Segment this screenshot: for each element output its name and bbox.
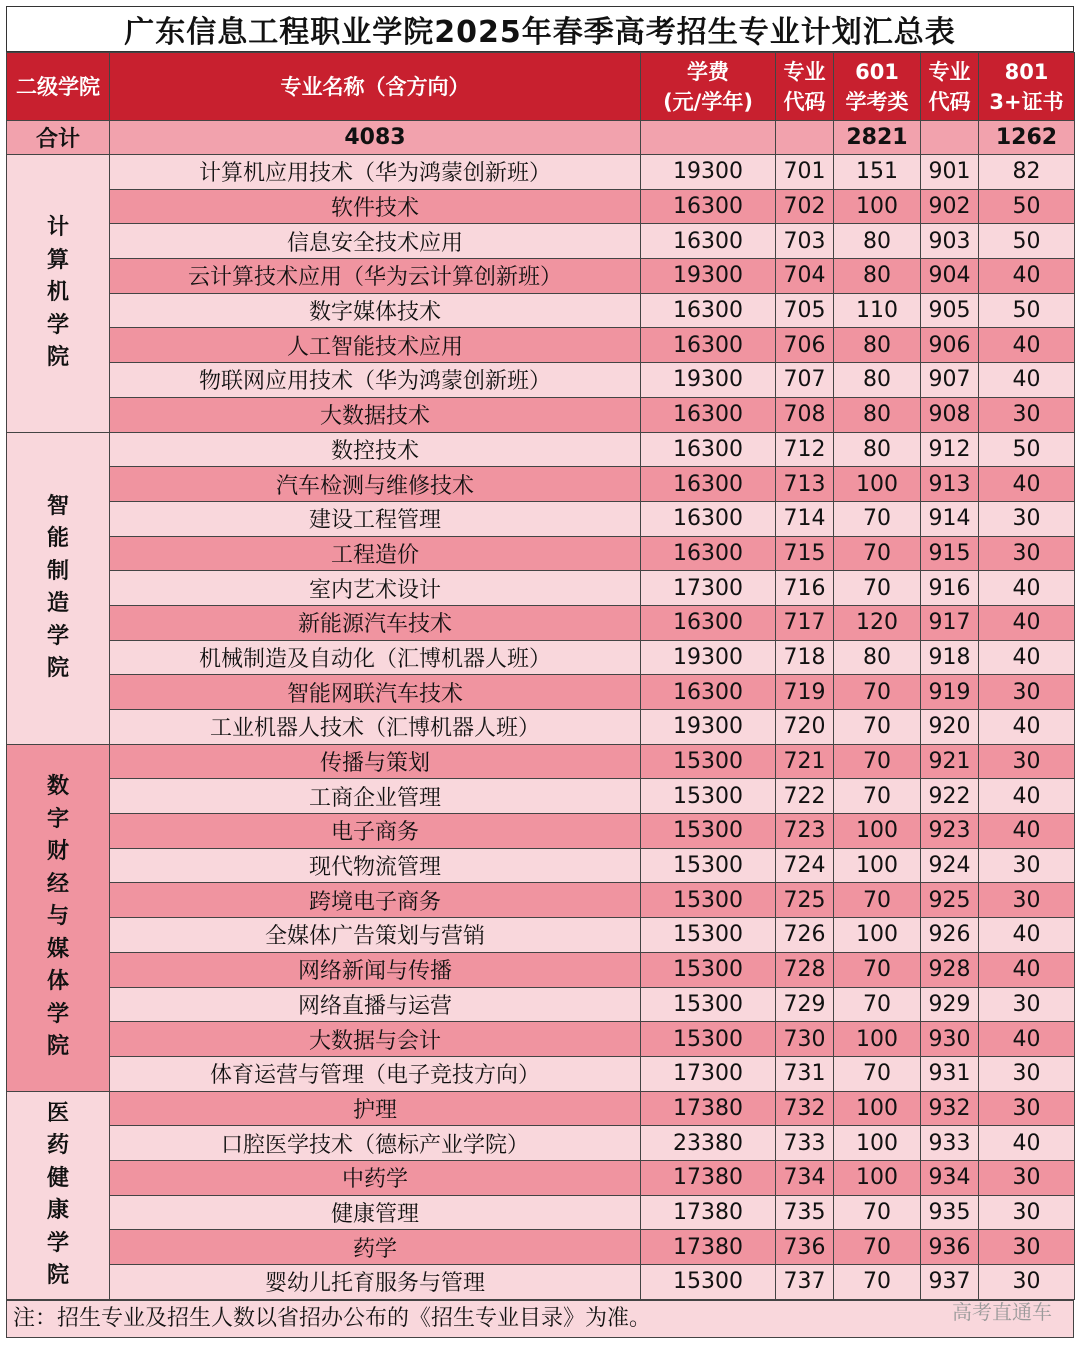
major-code-801: 914	[921, 501, 979, 536]
tuition-fee: 16300	[641, 328, 776, 363]
header-category-801: 801 3+证书	[979, 53, 1075, 121]
major-code-601: 730	[776, 1022, 834, 1057]
quota-801: 30	[979, 397, 1075, 432]
total-sum-801: 1262	[979, 121, 1075, 155]
tuition-fee: 16300	[641, 536, 776, 571]
major-code-601: 717	[776, 605, 834, 640]
tuition-fee: 16300	[641, 189, 776, 224]
quota-601: 70	[834, 536, 921, 571]
quota-601: 80	[834, 259, 921, 294]
quota-801: 30	[979, 675, 1075, 710]
major-code-601: 716	[776, 571, 834, 606]
major-code-601: 714	[776, 501, 834, 536]
footnote: 注：招生专业及招生人数以省招办公布的《招生专业目录》为准。	[6, 1300, 1074, 1338]
tuition-fee: 15300	[641, 814, 776, 849]
quota-601: 70	[834, 883, 921, 918]
major-code-601: 736	[776, 1230, 834, 1265]
major-name: 智能网联汽车技术	[110, 675, 641, 710]
major-code-601: 737	[776, 1265, 834, 1300]
quota-601: 80	[834, 432, 921, 467]
major-name: 软件技术	[110, 189, 641, 224]
table-row	[7, 605, 1075, 640]
major-name: 网络新闻与传播	[110, 952, 641, 987]
header-code-801: 专业 代码	[921, 53, 979, 121]
quota-601: 100	[834, 814, 921, 849]
major-name: 信息安全技术应用	[110, 224, 641, 259]
quota-801: 40	[979, 814, 1075, 849]
quota-601: 100	[834, 1126, 921, 1161]
tuition-fee: 16300	[641, 432, 776, 467]
header-major: 专业名称（含方向）	[110, 53, 641, 121]
quota-801: 30	[979, 1230, 1075, 1265]
quota-801: 30	[979, 1195, 1075, 1230]
major-code-601: 729	[776, 987, 834, 1022]
major-code-801: 915	[921, 536, 979, 571]
tuition-fee: 17380	[641, 1160, 776, 1195]
quota-801: 40	[979, 710, 1075, 745]
table-row	[7, 1056, 1075, 1091]
quota-601: 80	[834, 640, 921, 675]
quota-801: 50	[979, 189, 1075, 224]
quota-601: 120	[834, 605, 921, 640]
quota-801: 40	[979, 640, 1075, 675]
major-code-801: 921	[921, 744, 979, 779]
tuition-fee: 15300	[641, 952, 776, 987]
major-code-601: 733	[776, 1126, 834, 1161]
header-category-601: 601 学考类	[834, 53, 921, 121]
major-code-601: 708	[776, 397, 834, 432]
quota-601: 80	[834, 397, 921, 432]
table-row	[7, 1126, 1075, 1161]
table-row	[7, 1265, 1075, 1300]
quota-601: 100	[834, 1091, 921, 1126]
quota-801: 30	[979, 536, 1075, 571]
major-code-801: 924	[921, 848, 979, 883]
major-code-801: 904	[921, 259, 979, 294]
major-code-801: 917	[921, 605, 979, 640]
major-name: 护理	[110, 1091, 641, 1126]
major-name: 建设工程管理	[110, 501, 641, 536]
major-code-801: 906	[921, 328, 979, 363]
major-name: 电子商务	[110, 814, 641, 849]
table-row	[7, 1022, 1075, 1057]
table-row	[7, 536, 1075, 571]
tuition-fee: 16300	[641, 293, 776, 328]
major-code-801: 918	[921, 640, 979, 675]
major-code-801: 919	[921, 675, 979, 710]
college-name: 医 药 健 康 学 院	[7, 1091, 110, 1299]
header-college: 二级学院	[7, 53, 110, 121]
table-row	[7, 501, 1075, 536]
major-code-801: 933	[921, 1126, 979, 1161]
major-code-601: 703	[776, 224, 834, 259]
major-name: 工程造价	[110, 536, 641, 571]
table-row	[7, 363, 1075, 398]
major-code-801: 937	[921, 1265, 979, 1300]
header-fee: 学费 (元/学年)	[641, 53, 776, 121]
tuition-fee: 23380	[641, 1126, 776, 1161]
major-name: 物联网应用技术（华为鸿蒙创新班）	[110, 363, 641, 398]
tuition-fee: 16300	[641, 605, 776, 640]
tuition-fee: 17380	[641, 1195, 776, 1230]
page-title: 广东信息工程职业学院2025年春季高考招生专业计划汇总表	[6, 6, 1074, 52]
quota-601: 70	[834, 1265, 921, 1300]
table-row	[7, 1195, 1075, 1230]
quota-801: 30	[979, 1091, 1075, 1126]
table-row	[7, 1230, 1075, 1265]
major-code-601: 724	[776, 848, 834, 883]
major-name: 计算机应用技术（华为鸿蒙创新班）	[110, 155, 641, 190]
tuition-fee: 15300	[641, 779, 776, 814]
total-code601-empty	[776, 121, 834, 155]
quota-601: 151	[834, 155, 921, 190]
quota-601: 80	[834, 328, 921, 363]
quota-801: 30	[979, 848, 1075, 883]
quota-801: 40	[979, 571, 1075, 606]
table-row	[7, 155, 1075, 190]
major-code-801: 936	[921, 1230, 979, 1265]
quota-801: 30	[979, 744, 1075, 779]
major-code-801: 928	[921, 952, 979, 987]
major-name: 机械制造及自动化（汇博机器人班）	[110, 640, 641, 675]
major-code-601: 712	[776, 432, 834, 467]
tuition-fee: 16300	[641, 675, 776, 710]
major-name: 现代物流管理	[110, 848, 641, 883]
major-name: 网络直播与运营	[110, 987, 641, 1022]
quota-801: 40	[979, 779, 1075, 814]
major-code-601: 705	[776, 293, 834, 328]
quota-601: 70	[834, 952, 921, 987]
quota-801: 50	[979, 432, 1075, 467]
major-code-801: 923	[921, 814, 979, 849]
college-name: 数 字 财 经 与 媒 体 学 院	[7, 744, 110, 1091]
quota-801: 40	[979, 1126, 1075, 1161]
total-sum-601: 2821	[834, 121, 921, 155]
major-name: 工业机器人技术（汇博机器人班）	[110, 710, 641, 745]
quota-801: 40	[979, 328, 1075, 363]
quota-601: 110	[834, 293, 921, 328]
total-fee-empty	[641, 121, 776, 155]
tuition-fee: 19300	[641, 640, 776, 675]
total-code801-empty	[921, 121, 979, 155]
table-row	[7, 1160, 1075, 1195]
table-row	[7, 744, 1075, 779]
quota-801: 40	[979, 918, 1075, 953]
tuition-fee: 17380	[641, 1230, 776, 1265]
quota-601: 70	[834, 710, 921, 745]
table-row	[7, 432, 1075, 467]
quota-801: 40	[979, 363, 1075, 398]
tuition-fee: 15300	[641, 1265, 776, 1300]
watermark: 高考直通车	[952, 1300, 1052, 1324]
quota-601: 100	[834, 1160, 921, 1195]
table-row	[7, 189, 1075, 224]
quota-601: 70	[834, 779, 921, 814]
quota-801: 30	[979, 883, 1075, 918]
major-name: 大数据技术	[110, 397, 641, 432]
major-name: 传播与策划	[110, 744, 641, 779]
table-row	[7, 571, 1075, 606]
table-row	[7, 675, 1075, 710]
quota-601: 70	[834, 675, 921, 710]
major-code-801: 913	[921, 467, 979, 502]
header-row	[7, 53, 1075, 121]
tuition-fee: 19300	[641, 363, 776, 398]
major-code-601: 701	[776, 155, 834, 190]
quota-801: 30	[979, 987, 1075, 1022]
tuition-fee: 19300	[641, 259, 776, 294]
quota-801: 30	[979, 1056, 1075, 1091]
tuition-fee: 15300	[641, 918, 776, 953]
major-code-801: 922	[921, 779, 979, 814]
major-code-601: 725	[776, 883, 834, 918]
quota-801: 40	[979, 952, 1075, 987]
table-row	[7, 814, 1075, 849]
tuition-fee: 19300	[641, 155, 776, 190]
major-code-801: 926	[921, 918, 979, 953]
tuition-fee: 16300	[641, 501, 776, 536]
quota-801: 40	[979, 605, 1075, 640]
quota-601: 70	[834, 987, 921, 1022]
table-row	[7, 467, 1075, 502]
tuition-fee: 17380	[641, 1091, 776, 1126]
major-name: 数字媒体技术	[110, 293, 641, 328]
enrollment-plan-table	[6, 52, 1075, 1300]
table-row	[7, 848, 1075, 883]
major-name: 大数据与会计	[110, 1022, 641, 1057]
quota-601: 100	[834, 918, 921, 953]
major-code-601: 734	[776, 1160, 834, 1195]
table-row	[7, 397, 1075, 432]
table-row	[7, 779, 1075, 814]
quota-601: 100	[834, 848, 921, 883]
major-name: 体育运营与管理（电子竞技方向）	[110, 1056, 641, 1091]
major-code-801: 912	[921, 432, 979, 467]
major-name: 云计算技术应用（华为云计算创新班）	[110, 259, 641, 294]
tuition-fee: 16300	[641, 224, 776, 259]
major-name: 健康管理	[110, 1195, 641, 1230]
major-code-801: 903	[921, 224, 979, 259]
total-label: 合计	[7, 121, 110, 155]
quota-601: 70	[834, 744, 921, 779]
tuition-fee: 15300	[641, 883, 776, 918]
major-code-801: 930	[921, 1022, 979, 1057]
tuition-fee: 17300	[641, 1056, 776, 1091]
quota-801: 40	[979, 1022, 1075, 1057]
major-code-601: 718	[776, 640, 834, 675]
major-code-601: 728	[776, 952, 834, 987]
major-code-601: 713	[776, 467, 834, 502]
quota-601: 100	[834, 189, 921, 224]
major-name: 室内艺术设计	[110, 571, 641, 606]
major-code-601: 704	[776, 259, 834, 294]
major-code-801: 932	[921, 1091, 979, 1126]
quota-801: 30	[979, 501, 1075, 536]
quota-601: 70	[834, 1195, 921, 1230]
tuition-fee: 15300	[641, 744, 776, 779]
quota-801: 40	[979, 259, 1075, 294]
major-code-601: 707	[776, 363, 834, 398]
major-code-801: 925	[921, 883, 979, 918]
table-row	[7, 293, 1075, 328]
quota-801: 40	[979, 467, 1075, 502]
major-name: 婴幼儿托育服务与管理	[110, 1265, 641, 1300]
major-code-801: 907	[921, 363, 979, 398]
tuition-fee: 15300	[641, 848, 776, 883]
quota-601: 100	[834, 1022, 921, 1057]
major-code-601: 735	[776, 1195, 834, 1230]
quota-801: 50	[979, 224, 1075, 259]
major-code-801: 908	[921, 397, 979, 432]
major-code-801: 905	[921, 293, 979, 328]
major-code-801: 934	[921, 1160, 979, 1195]
tuition-fee: 15300	[641, 1022, 776, 1057]
major-code-601: 721	[776, 744, 834, 779]
major-code-801: 935	[921, 1195, 979, 1230]
major-code-601: 731	[776, 1056, 834, 1091]
tuition-fee: 17300	[641, 571, 776, 606]
college-name: 计 算 机 学 院	[7, 155, 110, 433]
table-row	[7, 918, 1075, 953]
quota-801: 30	[979, 1265, 1075, 1300]
major-code-601: 723	[776, 814, 834, 849]
major-code-601: 726	[776, 918, 834, 953]
major-code-601: 706	[776, 328, 834, 363]
quota-601: 70	[834, 1230, 921, 1265]
quota-601: 80	[834, 224, 921, 259]
major-code-801: 920	[921, 710, 979, 745]
table-row	[7, 952, 1075, 987]
major-name: 全媒体广告策划与营销	[110, 918, 641, 953]
quota-801: 50	[979, 293, 1075, 328]
major-code-601: 720	[776, 710, 834, 745]
major-name: 人工智能技术应用	[110, 328, 641, 363]
major-name: 口腔医学技术（德标产业学院）	[110, 1126, 641, 1161]
quota-601: 100	[834, 467, 921, 502]
quota-801: 30	[979, 1160, 1075, 1195]
major-code-801: 931	[921, 1056, 979, 1091]
quota-801: 82	[979, 155, 1075, 190]
table-row	[7, 328, 1075, 363]
total-row	[7, 121, 1075, 155]
table-row	[7, 1091, 1075, 1126]
major-name: 新能源汽车技术	[110, 605, 641, 640]
major-name: 工商企业管理	[110, 779, 641, 814]
major-name: 汽车检测与维修技术	[110, 467, 641, 502]
total-sum: 4083	[110, 121, 641, 155]
major-code-601: 702	[776, 189, 834, 224]
major-code-801: 916	[921, 571, 979, 606]
table-row	[7, 224, 1075, 259]
table-row	[7, 640, 1075, 675]
major-name: 数控技术	[110, 432, 641, 467]
major-code-801: 929	[921, 987, 979, 1022]
major-code-601: 732	[776, 1091, 834, 1126]
quota-601: 70	[834, 1056, 921, 1091]
major-code-601: 715	[776, 536, 834, 571]
major-name: 跨境电子商务	[110, 883, 641, 918]
tuition-fee: 15300	[641, 987, 776, 1022]
quota-601: 70	[834, 501, 921, 536]
major-code-601: 722	[776, 779, 834, 814]
tuition-fee: 16300	[641, 397, 776, 432]
header-code-601: 专业 代码	[776, 53, 834, 121]
table-row	[7, 987, 1075, 1022]
major-name: 药学	[110, 1230, 641, 1265]
major-code-601: 719	[776, 675, 834, 710]
tuition-fee: 19300	[641, 710, 776, 745]
table-row	[7, 883, 1075, 918]
major-code-801: 902	[921, 189, 979, 224]
college-name: 智 能 制 造 学 院	[7, 432, 110, 744]
quota-601: 80	[834, 363, 921, 398]
major-name: 中药学	[110, 1160, 641, 1195]
tuition-fee: 16300	[641, 467, 776, 502]
table-row	[7, 259, 1075, 294]
major-code-801: 901	[921, 155, 979, 190]
quota-601: 70	[834, 571, 921, 606]
table-row	[7, 710, 1075, 745]
